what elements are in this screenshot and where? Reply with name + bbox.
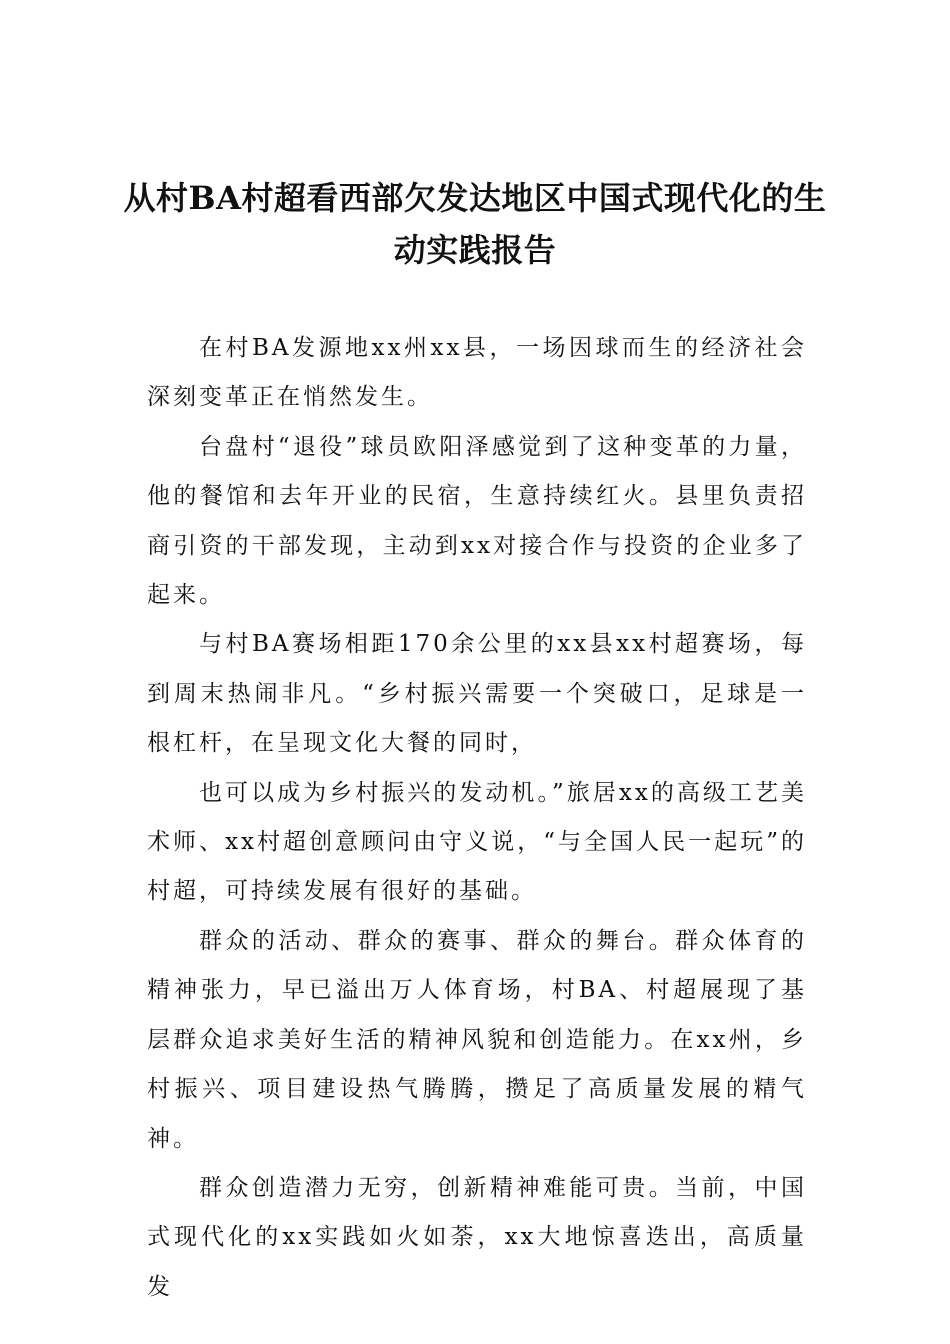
document-title: 从村BA村超看西部欠发达地区中国式现代化的生动实践报告 bbox=[123, 179, 827, 269]
paragraph: 群众的活动、群众的赛事、群众的舞台。群众体育的精神张力，早已溢出万人体育场，村BA、村超展现了基层群众追求美好生活的精神风貌和创造能力。在xx州，乡村振兴、项目建设热气腾腾，攒足了高质量发展的精气神。 bbox=[147, 927, 807, 1152]
paragraph: 台盘村“退役”球员欧阳泽感觉到了这种变革的力量，他的餐馆和去年开业的民宿，生意持续红火。县里负责招商引资的干部发现，主动到xx对接合作与投资的企业多了起来。 bbox=[147, 433, 807, 609]
paragraph: 与村BA赛场相距170余公里的xx县xx村超赛场，每到周末热闹非凡。“乡村振兴需要一个突破口，足球是一根杠杆，在呈现文化大餐的同时， bbox=[147, 631, 807, 757]
paragraph: 群众创造潜力无穷，创新精神难能可贵。当前，中国式现代化的xx实践如火如荼，xx大地惊喜迭出，高质量发 bbox=[147, 1174, 807, 1300]
document-body bbox=[147, 324, 807, 1312]
paragraph: 也可以成为乡村振兴的发动机。”旅居xx的高级工艺美术师、xx村超创意顾问由守义说，“与全国人民一起玩”的村超，可持续发展有很好的基础。 bbox=[147, 779, 807, 905]
paragraph: 在村BA发源地xx州xx县，一场因球而生的经济社会深刻变革正在悄然发生。 bbox=[147, 335, 807, 411]
